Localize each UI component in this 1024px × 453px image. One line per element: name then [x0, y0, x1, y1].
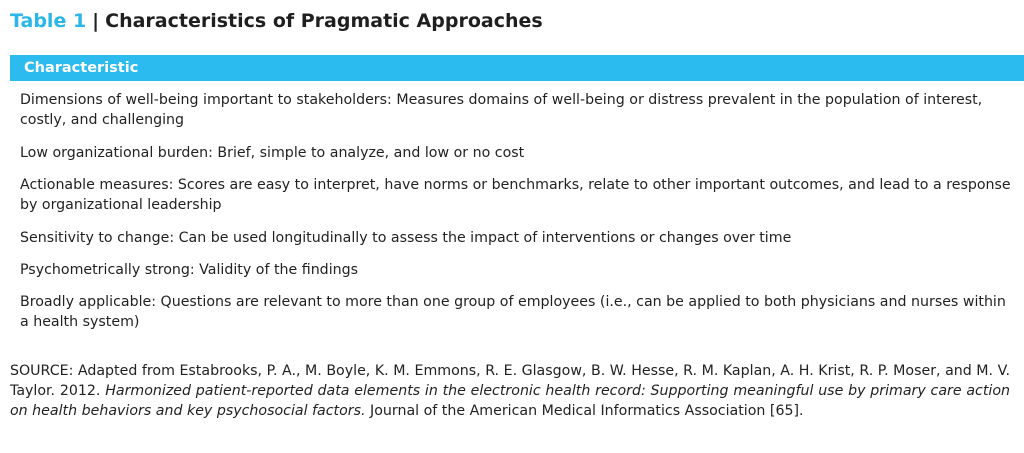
table-number-label: Table 1	[10, 10, 87, 32]
column-header-characteristic: Characteristic	[24, 60, 139, 76]
table-title	[10, 8, 543, 34]
table-row: Actionable measures: Scores are easy to interpret, have norms or benchmarks, relate to other important outcomes, and lead to a response by organizational leadership	[20, 177, 1011, 213]
source-prefix: SOURCE: Adapted from Estabrooks, P. A., M. Boyle, K. M. Emmons, R. E. Glasgow, B. W. Hesse, R. M. Kaplan, A. H. Krist, R. P. Moser, and M. V. Taylor. 2012.	[10, 363, 1010, 399]
source-citation	[10, 361, 1010, 421]
table-row: Psychometrically strong: Validity of the findings	[20, 262, 359, 278]
table-name: Characteristics of Pragmatic Approaches	[105, 10, 543, 32]
table-body	[20, 90, 1018, 345]
table-row: Broadly applicable: Questions are relevant to more than one group of employees (i.e., can be applied to both physicians and nurses within a health system)	[20, 294, 1006, 330]
table-row: Low organizational burden: Brief, simple to analyze, and low or no cost	[20, 145, 525, 161]
table-row: Dimensions of well-being important to stakeholders: Measures domains of well-being or distress prevalent in the population of interest, costly, and challenging	[20, 92, 983, 128]
source-title: Harmonized patient-reported data elements in the electronic health record: Supporting meaningful use by primary care action on health behaviors and key psychosocial factors.	[10, 383, 1011, 419]
table-row: Sensitivity to change: Can be used longitudinally to assess the impact of interventions or changes over time	[20, 230, 792, 246]
title-separator: |	[92, 10, 100, 32]
table-header	[10, 55, 1024, 81]
source-suffix: Journal of the American Medical Informatics Association [65].	[365, 403, 804, 419]
